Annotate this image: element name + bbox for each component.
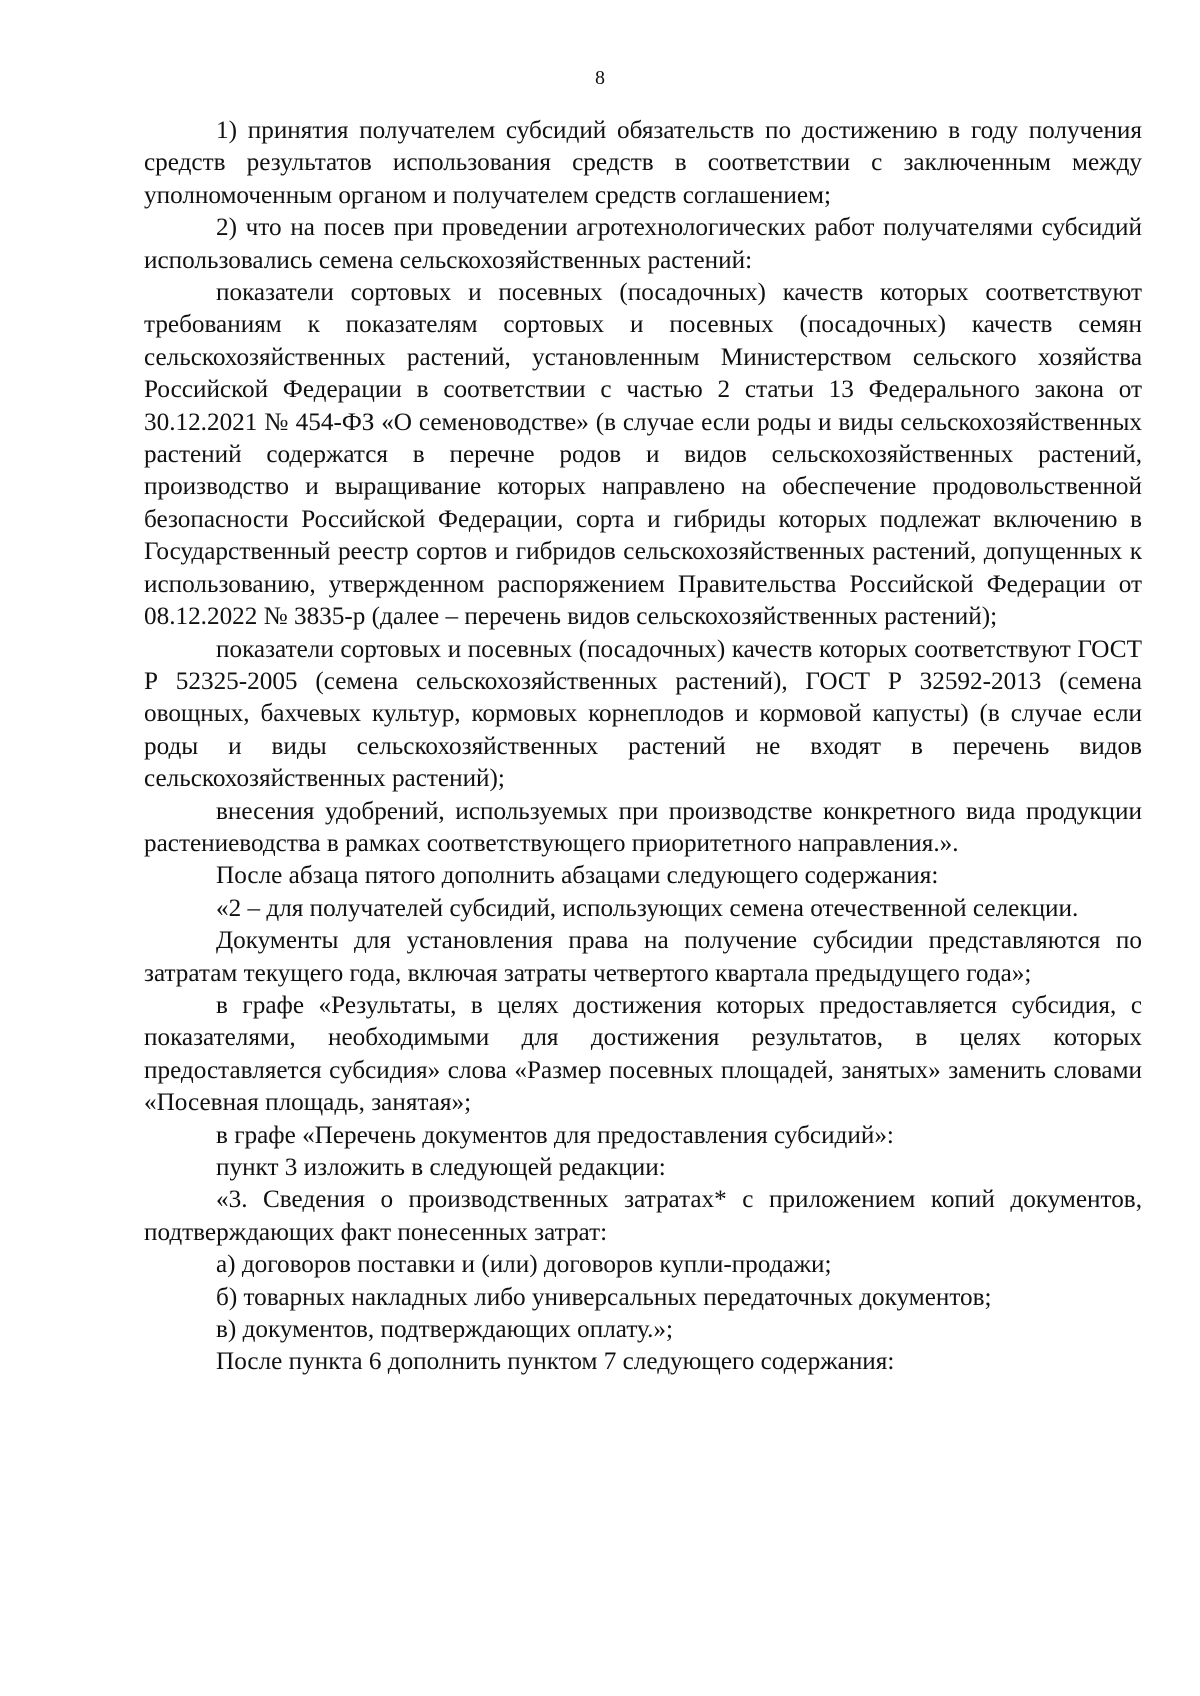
paragraph-3: показатели сортовых и посевных (посадочных) качеств которых соответствуют требованиям к показателям сортовых и посевных (посадочных) качеств семян сельскохозяйственных растений, установленным Министерством сельского хозяйства Российской Федерации в соответствии с частью 2 статьи 13 Федерального закона от 30.12.2021 № 454-ФЗ «О семеноводстве» (в случае если роды и виды сельскохозяйственных растений содержатся в перечне родов и видов сельскохозяйственных растений, производство и выращивание которых направлено на обеспечение продовольственной безопасности Российской Федерации, сорта и гибриды которых подлежат включению в Государственный реестр сортов и гибридов сельскохозяйственных растений, допущенных к использованию, утвержденном распоряжением Правительства Российской Федерации от 08.12.2022 № 3835-р (далее – перечень видов сельскохозяйственных растений); — [144, 279, 1142, 631]
paragraph-15: в) документов, подтверждающих оплату.»; — [216, 1316, 673, 1344]
paragraph-14: б) товарных накладных либо универсальных передаточных документов; — [216, 1283, 992, 1311]
paragraph-10: в графе «Перечень документов для предоставления субсидий»: — [216, 1121, 894, 1149]
paragraph-1: 1) принятия получателем субсидий обязательств по достижению в году получения средств результатов использования средств в соответствии с заключенным между уполномоченным органом и получателем средств соглашением; — [144, 117, 1142, 209]
paragraph-12: «3. Сведения о производственных затратах* с приложением копий документов, подтверждающих факт понесенных затрат: — [144, 1186, 1142, 1246]
paragraph-13: а) договоров поставки и (или) договоров купли-продажи; — [216, 1251, 832, 1279]
paragraph-5: внесения удобрений, используемых при производстве конкретного вида продукции растениеводства в рамках соответствующего приоритетного направления.». — [144, 797, 1142, 857]
paragraph-4: показатели сортовых и посевных (посадочных) качеств которых соответствуют ГОСТ Р 52325-2005 (семена сельскохозяйственных растений), ГОСТ Р 32592-2013 (семена овощных, бахчевых культур, кормовых корнеплодов и кормовой капусты) (в случае если роды и виды сельскохозяйственных растений не входят в перечень видов сельскохозяйственных растений); — [144, 635, 1142, 793]
paragraph-7: «2 – для получателей субсидий, использующих семена отечественной селекции. — [216, 894, 1079, 922]
page-number: 8 — [595, 67, 605, 89]
document-body — [144, 115, 1142, 1379]
paragraph-2: 2) что на посев при проведении агротехнологических работ получателями субсидий использовались семена сельскохозяйственных растений: — [144, 214, 1142, 274]
paragraph-11: пункт 3 изложить в следующей редакции: — [216, 1154, 666, 1181]
paragraph-9: в графе «Результаты, в целях достижения которых предоставляется субсидия, с показателями, необходимыми для достижения результатов, в целях которых предоставляется субсидия» слова «Размер посевных площадей, занятых» заменить словами «Посевная площадь, занятая»; — [144, 991, 1142, 1117]
paragraph-6: После абзаца пятого дополнить абзацами следующего содержания: — [216, 862, 939, 890]
paragraph-8: Документы для установления права на получение субсидии представляются по затратам текущего года, включая затраты четвертого квартала предыдущего года»; — [144, 927, 1142, 987]
paragraph-16: После пункта 6 дополнить пунктом 7 следующего содержания: — [216, 1348, 895, 1376]
